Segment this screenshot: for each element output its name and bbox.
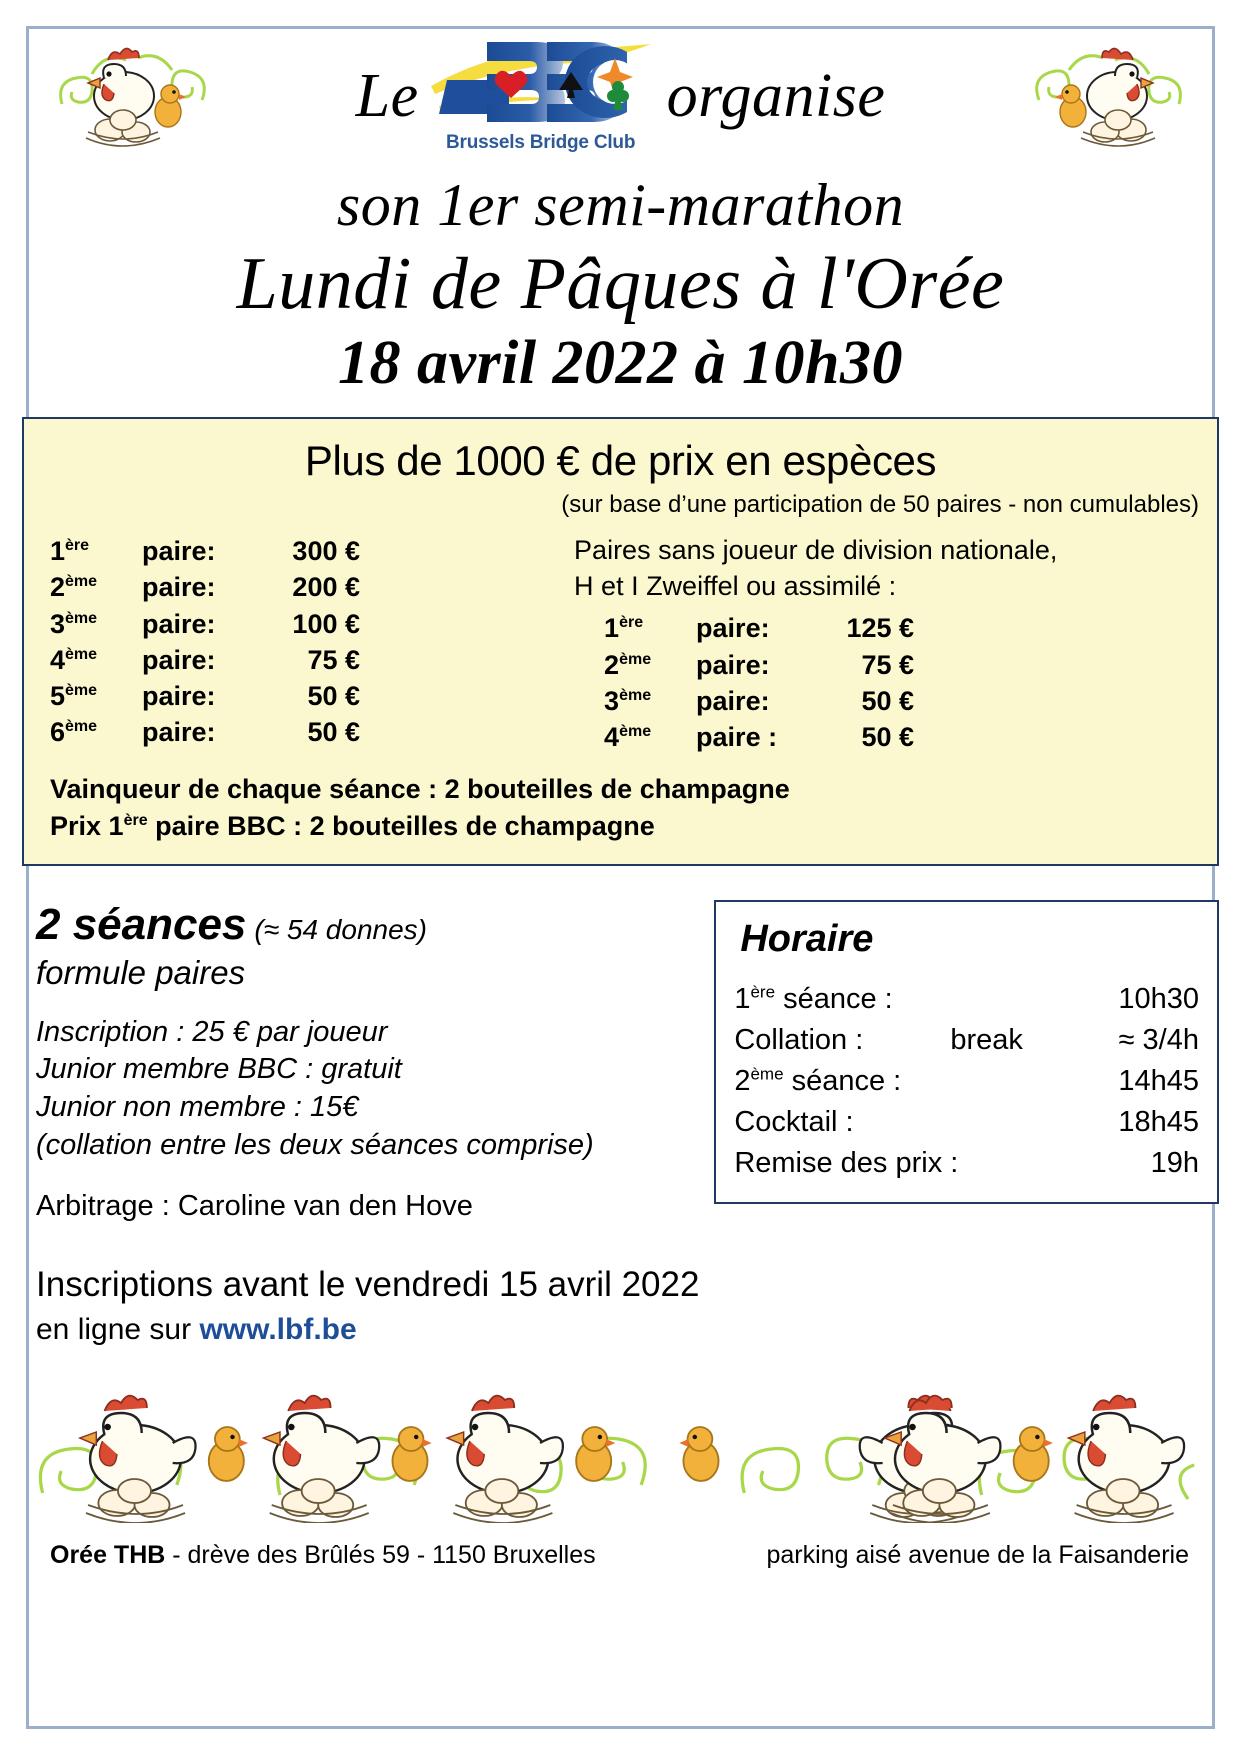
title-line-4: 18 avril 2022 à 10h30: [337, 328, 904, 397]
hen-band-graphic: [22, 1373, 1219, 1523]
prize-label: paire:: [696, 613, 770, 644]
schedule-label: 2ème séance :: [734, 1064, 902, 1097]
prize-amount: 300 €: [292, 536, 360, 567]
hen-illustration-left: [52, 34, 222, 154]
sessions-title-main: 2 séances: [36, 899, 247, 949]
title-line-2: son 1er semi-marathon: [336, 172, 905, 238]
fee-line: Junior membre BBC : gratuit: [36, 1053, 402, 1086]
condition-line-2: H et I Zweiffel ou assimilé :: [574, 570, 897, 601]
schedule-label: Cocktail :: [734, 1106, 854, 1139]
prize-amount: 50 €: [861, 721, 915, 752]
prize-rank: 1ère: [50, 536, 90, 567]
prize-heading: Plus de 1000 € de prix en espèces: [304, 437, 937, 485]
bbc-logo-caption: Brussels Bridge Club: [446, 132, 636, 153]
prize-row: [50, 533, 574, 569]
hen: [447, 1396, 563, 1523]
hen: [80, 1396, 196, 1523]
schedule-label: Collation :: [734, 1023, 864, 1056]
prize-label: paire:: [696, 685, 770, 716]
fee-line: Inscription : 25 € par joueur: [36, 1015, 388, 1048]
chick: [392, 1427, 431, 1481]
prize-label: paire:: [142, 536, 216, 567]
prize-amount: 50 €: [307, 680, 360, 711]
sessions-title-note: (≈ 54 donnes): [254, 913, 427, 945]
prize-label: paire:: [142, 644, 216, 675]
chick: [679, 1427, 718, 1481]
prize-label: paire :: [696, 721, 778, 752]
sessions-section: [22, 900, 692, 1224]
schedule-row: [734, 1102, 1199, 1143]
prize-subtitle: (sur base d’une participation de 50 paires - non cumulables): [561, 491, 1199, 519]
prize-row: [50, 569, 574, 605]
prize-amount: 100 €: [292, 608, 360, 639]
secondary-prize-list: [574, 533, 1201, 755]
prize-row: [50, 714, 574, 750]
hen: [1068, 1396, 1184, 1523]
title-line-3: Lundi de Pâques à l'Orée: [236, 243, 1005, 325]
prize-row: [604, 610, 1201, 646]
prize-amount: 200 €: [292, 572, 360, 603]
prize-rank: 4ème: [604, 721, 652, 752]
header-le: Le: [355, 62, 419, 130]
poster-header: [22, 0, 1219, 180]
schedule-row: [734, 1061, 1199, 1102]
prize-rank: 4ème: [50, 644, 98, 675]
chick: [209, 1427, 248, 1481]
registration-website-link[interactable]: www.lbf.be: [199, 1313, 357, 1347]
champagne-line-2: Prix 1ère paire BBC : 2 bouteilles de champagne: [50, 811, 655, 842]
main-prize-list: [40, 533, 574, 755]
bbc-logo: [425, 24, 657, 156]
header-organise: organise: [666, 62, 886, 130]
prize-row: [50, 678, 574, 714]
prize-row: [604, 647, 1201, 683]
sessions-format: formule paires: [36, 953, 246, 991]
registration-section: [22, 1263, 1219, 1347]
prize-amount: 50 €: [861, 685, 915, 716]
registration-online: en ligne sur www.lbf.be: [36, 1313, 357, 1347]
prize-label: paire:: [142, 717, 216, 748]
schedule-label: 1ère séance :: [734, 981, 893, 1015]
prize-label: paire:: [142, 608, 216, 639]
chick: [1014, 1427, 1053, 1481]
fee-line: (collation entre les deux séances comprise): [36, 1128, 594, 1161]
venue-street: - drève des Brûlés 59 - 1150 Bruxelles: [165, 1541, 596, 1570]
prize-rank: 2ème: [604, 649, 652, 680]
prize-rank: 2ème: [50, 572, 98, 603]
prize-rank: 5ème: [50, 680, 98, 711]
prize-row: [604, 719, 1201, 755]
hen: [263, 1396, 379, 1523]
prize-label: paire:: [142, 572, 216, 603]
schedule-row: [734, 979, 1199, 1020]
fee-line: Junior non membre : 15€: [36, 1090, 359, 1123]
schedule-row: [734, 1143, 1199, 1184]
condition-line-1: Paires sans joueur de division nationale,: [574, 535, 1058, 566]
sessions-title: [36, 900, 692, 950]
schedule-value: 10h30: [1118, 982, 1199, 1015]
schedule-section: [692, 900, 1219, 1205]
prize-label: paire:: [696, 649, 770, 680]
schedule-value: 14h45: [1118, 1064, 1199, 1097]
prize-amount: 125 €: [846, 613, 915, 644]
prize-row: [50, 642, 574, 678]
prize-rank: 6ème: [50, 717, 98, 748]
schedule-label: Remise des prix :: [734, 1147, 959, 1180]
referee-line: Arbitrage : Caroline van den Hove: [36, 1190, 473, 1223]
prize-label: paire:: [142, 680, 216, 711]
prize-row: [50, 606, 574, 642]
venue-address: [34, 1541, 596, 1570]
parking-info: parking aisé avenue de la Faisanderie: [766, 1541, 1189, 1570]
venue-name: Orée THB: [50, 1541, 166, 1570]
prize-rank: 1ère: [604, 613, 644, 644]
chick: [576, 1427, 615, 1481]
poster-footer: [22, 1541, 1219, 1570]
fees-list: [36, 1014, 692, 1165]
hen-illustration-band: [22, 1373, 1219, 1523]
schedule-title: Horaire: [740, 917, 874, 960]
champagne-line-1: Vainqueur de chaque séance : 2 bouteilles de champagne: [50, 774, 790, 805]
prize-box: [22, 417, 1219, 865]
schedule-box: [714, 900, 1219, 1205]
prize-row: [604, 683, 1201, 719]
prize-rank: 3ème: [604, 685, 652, 716]
schedule-value: 18h45: [1118, 1106, 1199, 1139]
prize-rank: 3ème: [50, 608, 98, 639]
schedule-row: [734, 1020, 1199, 1061]
prize-amount: 50 €: [307, 717, 360, 748]
schedule-note: break: [950, 1023, 1023, 1056]
schedule-value: ≈ 3/4h: [1118, 1023, 1199, 1056]
prize-amount: 75 €: [307, 644, 360, 675]
schedule-value: 19h: [1150, 1147, 1199, 1180]
prize-amount: 75 €: [861, 649, 915, 680]
hen-illustration-right: [1019, 34, 1189, 154]
registration-deadline: Inscriptions avant le vendredi 15 avril 2022: [36, 1265, 700, 1305]
